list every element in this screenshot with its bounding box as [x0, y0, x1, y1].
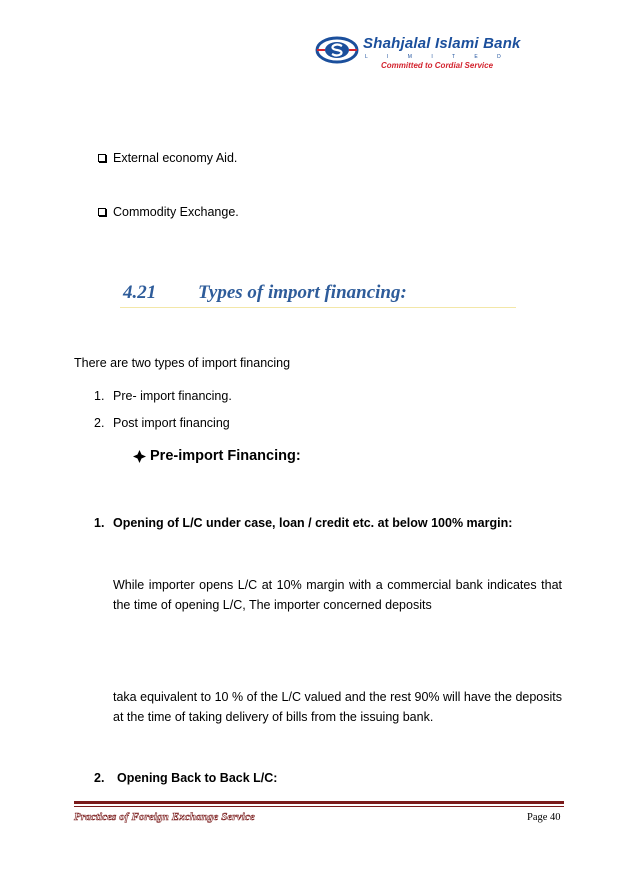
bank-emblem-icon	[315, 35, 359, 65]
heading-underline	[120, 307, 516, 308]
item-marker: 1.	[94, 516, 105, 530]
item-title: Opening of L/C under case, loan / credit etc. at below 100% margin:	[113, 516, 513, 530]
list-marker: 2.	[94, 416, 105, 430]
square-bullet-icon	[98, 154, 106, 162]
bank-sub: L I M I T E D	[365, 54, 510, 60]
section-number: 4.21	[123, 282, 157, 303]
list-item: Post import financing	[113, 416, 230, 430]
page-number: Page 40	[527, 812, 561, 823]
list-item: Pre- import financing.	[113, 389, 232, 403]
bank-logo	[315, 33, 560, 75]
paragraph: taka equivalent to 10 % of the L/C valued and the rest 90% will have the deposits at the time of taking delivery of bills from the issuing bank.	[113, 690, 562, 724]
footer-title: Practices of Foreign Exchange Service	[74, 811, 255, 823]
item-title: Opening Back to Back L/C:	[117, 771, 278, 785]
section-title: Types of import financing:	[198, 282, 407, 303]
list-item: Commodity Exchange.	[113, 205, 239, 219]
paragraph: While importer opens L/C at 10% margin with a commercial bank indicates that the time of opening L/C, The importer concerned deposits	[113, 578, 562, 612]
intro-text: There are two types of import financing	[74, 356, 291, 370]
square-bullet-icon	[98, 208, 106, 216]
bank-tagline: Committed to Cordial Service	[381, 61, 494, 70]
list-item: External economy Aid.	[113, 151, 238, 165]
item-marker: 2.	[94, 771, 105, 785]
bank-name: Shahjalal Islami Bank	[363, 35, 521, 52]
footer-rule	[74, 801, 564, 804]
list-marker: 1.	[94, 389, 105, 403]
section-heading	[123, 282, 407, 304]
footer-rule-thin	[74, 806, 564, 807]
diamond-bullet-icon	[133, 450, 146, 463]
subheading: Pre-import Financing:	[150, 448, 301, 464]
